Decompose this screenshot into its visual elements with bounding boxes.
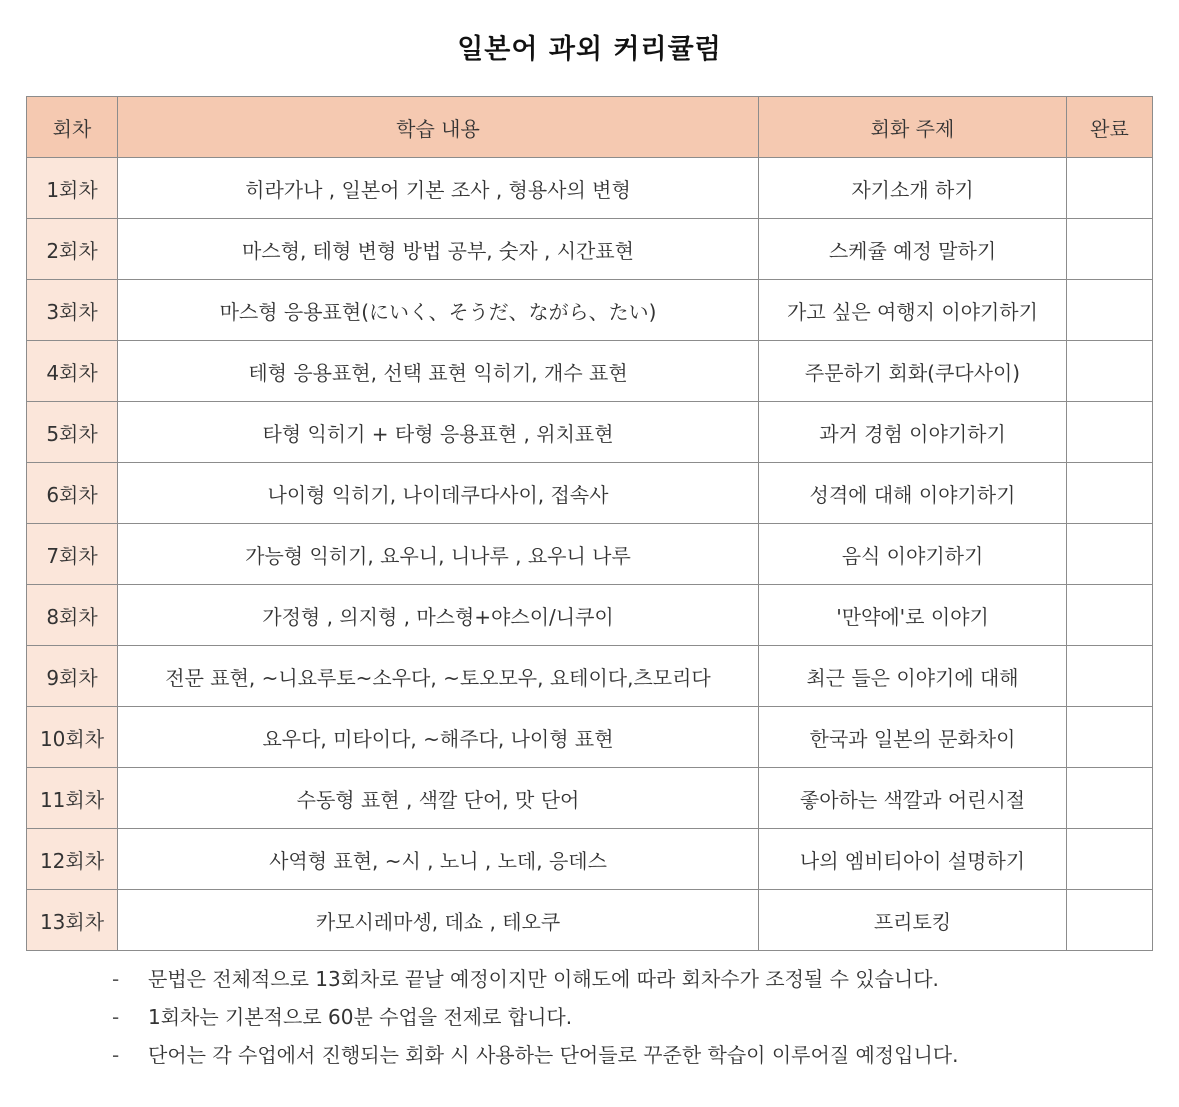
table-body <box>27 158 1153 951</box>
topic-cell: 주문하기 회화(쿠다사이) <box>759 341 1067 402</box>
note-text: 문법은 전체적으로 13회차로 끝날 예정이지만 이해도에 따라 회차수가 조정될 수 있습니다. <box>148 967 939 991</box>
table-row <box>27 158 1153 219</box>
note-bullet: - <box>112 967 120 991</box>
session-cell: 1회차 <box>27 158 118 219</box>
session-cell: 12회차 <box>27 829 118 890</box>
session-cell: 8회차 <box>27 585 118 646</box>
content-cell: 마스형, 테형 변형 방법 공부, 숫자 , 시간표현 <box>118 219 759 280</box>
content-cell: 가능형 익히기, 요우니, 니나루 , 요우니 나루 <box>118 524 759 585</box>
header-session: 회차 <box>27 97 118 158</box>
table-row <box>27 463 1153 524</box>
topic-cell: 최근 들은 이야기에 대해 <box>759 646 1067 707</box>
session-cell: 5회차 <box>27 402 118 463</box>
table-row <box>27 402 1153 463</box>
header-content: 학습 내용 <box>118 97 759 158</box>
table-row <box>27 341 1153 402</box>
topic-cell: 좋아하는 색깔과 어린시절 <box>759 768 1067 829</box>
table-row <box>27 890 1153 951</box>
notes-list <box>112 960 958 1074</box>
session-cell: 6회차 <box>27 463 118 524</box>
header-topic: 회화 주제 <box>759 97 1067 158</box>
done-cell[interactable] <box>1067 890 1153 951</box>
topic-cell: 스케쥴 예정 말하기 <box>759 219 1067 280</box>
content-cell: 가정형 , 의지형 , 마스형+야스이/니쿠이 <box>118 585 759 646</box>
session-cell: 10회차 <box>27 707 118 768</box>
document-title: 일본어 과외 커리큘럼 <box>457 34 722 65</box>
table-row <box>27 646 1153 707</box>
note-text: 단어는 각 수업에서 진행되는 회화 시 사용하는 단어들로 꾸준한 학습이 이루어질 예정입니다. <box>148 1043 959 1067</box>
header-row <box>27 97 1153 158</box>
content-cell: 테형 응용표현, 선택 표현 익히기, 개수 표현 <box>118 341 759 402</box>
note-item <box>112 998 958 1036</box>
session-cell: 3회차 <box>27 280 118 341</box>
content-cell: 히라가나 , 일본어 기본 조사 , 형용사의 변형 <box>118 158 759 219</box>
curriculum-table <box>26 96 1153 951</box>
session-cell: 13회차 <box>27 890 118 951</box>
session-cell: 11회차 <box>27 768 118 829</box>
header-done: 완료 <box>1067 97 1153 158</box>
table-row <box>27 524 1153 585</box>
done-cell[interactable] <box>1067 646 1153 707</box>
note-bullet: - <box>112 1043 120 1067</box>
topic-cell: 나의 엠비티아이 설명하기 <box>759 829 1067 890</box>
session-cell: 2회차 <box>27 219 118 280</box>
topic-cell: 자기소개 하기 <box>759 158 1067 219</box>
content-cell: 타형 익히기 + 타형 응용표현 , 위치표현 <box>118 402 759 463</box>
note-item <box>112 960 958 998</box>
done-cell[interactable] <box>1067 158 1153 219</box>
done-cell[interactable] <box>1067 402 1153 463</box>
table-row <box>27 585 1153 646</box>
table-row <box>27 280 1153 341</box>
topic-cell: 과거 경험 이야기하기 <box>759 402 1067 463</box>
topic-cell: 성격에 대해 이야기하기 <box>759 463 1067 524</box>
done-cell[interactable] <box>1067 341 1153 402</box>
content-cell: 사역형 표현, ~시 , 노니 , 노데, 응데스 <box>118 829 759 890</box>
table-header <box>27 97 1153 158</box>
done-cell[interactable] <box>1067 463 1153 524</box>
done-cell[interactable] <box>1067 768 1153 829</box>
topic-cell: 가고 싶은 여행지 이야기하기 <box>759 280 1067 341</box>
content-cell: 나이형 익히기, 나이데쿠다사이, 접속사 <box>118 463 759 524</box>
content-cell: 전문 표현, ~니요루토~소우다, ~토오모우, 요테이다,츠모리다 <box>118 646 759 707</box>
topic-cell: 프리토킹 <box>759 890 1067 951</box>
done-cell[interactable] <box>1067 829 1153 890</box>
content-cell: 마스형 응용표현(にいく、そうだ、ながら、たい) <box>118 280 759 341</box>
session-cell: 4회차 <box>27 341 118 402</box>
table-row <box>27 219 1153 280</box>
session-cell: 7회차 <box>27 524 118 585</box>
done-cell[interactable] <box>1067 524 1153 585</box>
note-bullet: - <box>112 1005 120 1029</box>
topic-cell: 한국과 일본의 문화차이 <box>759 707 1067 768</box>
content-cell: 수동형 표현 , 색깔 단어, 맛 단어 <box>118 768 759 829</box>
done-cell[interactable] <box>1067 585 1153 646</box>
content-cell: 카모시레마셍, 데쇼 , 테오쿠 <box>118 890 759 951</box>
session-cell: 9회차 <box>27 646 118 707</box>
table-row <box>27 829 1153 890</box>
content-cell: 요우다, 미타이다, ~해주다, 나이형 표현 <box>118 707 759 768</box>
done-cell[interactable] <box>1067 707 1153 768</box>
topic-cell: '만약에'로 이야기 <box>759 585 1067 646</box>
table-row <box>27 707 1153 768</box>
done-cell[interactable] <box>1067 219 1153 280</box>
note-text: 1회차는 기본적으로 60분 수업을 전제로 합니다. <box>148 1005 573 1029</box>
note-item <box>112 1036 958 1074</box>
topic-cell: 음식 이야기하기 <box>759 524 1067 585</box>
table-row <box>27 768 1153 829</box>
done-cell[interactable] <box>1067 280 1153 341</box>
